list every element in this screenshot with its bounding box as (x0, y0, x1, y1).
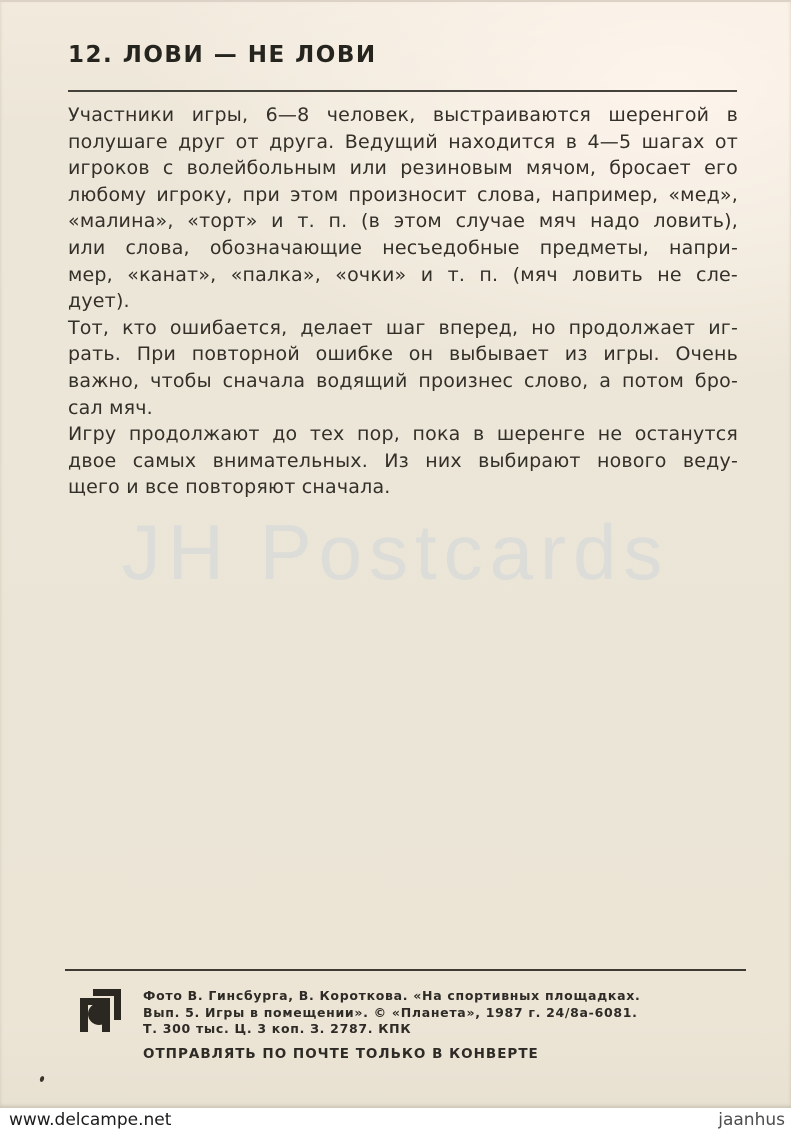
text-line: мер, «канат», «палка», «очки» и т. п. (мяч ловить не сле- (68, 263, 738, 286)
text-line: рать. При повторной ошибке он выбывает из игры. Очень (68, 343, 738, 366)
watermark-strip (0, 1108, 791, 1132)
page-title: 12. ЛОВИ — НЕ ЛОВИ (68, 42, 377, 68)
jh-postcards-watermark: JH Postcards (121, 508, 670, 596)
text-line: щего и все повторяют сначала. (68, 476, 391, 499)
text-line: полушаге друг от друга. Ведущий находится в 4—5 шагах от (68, 130, 738, 153)
jaanhus-watermark: jaanhus (718, 1110, 785, 1130)
delcampe-watermark: www.delcampe.net (9, 1110, 172, 1130)
planeta-publisher-logo-icon (77, 986, 124, 1033)
text-line: любому игроку, при этом произносит слова, например, «мед», (68, 183, 738, 206)
colophon-line: Фото В. Гинсбурга, В. Короткова. «На спортивных площадках. (143, 988, 641, 1003)
colophon-line: Т. 300 тыс. Ц. 3 коп. З. 2787. КПК (143, 1021, 412, 1036)
game-description-text (68, 102, 738, 501)
text-line: важно, чтобы сначала водящий произнес слово, а потом бро- (68, 369, 738, 392)
text-line: Участники игры, 6—8 человек, выстраиваются шеренгой в (68, 104, 738, 126)
imprint-divider (65, 969, 746, 971)
text-line: Игру продолжают до тех пор, пока в шеренге не останутся (68, 423, 738, 446)
text-line: или слова, обозначающие несъедобные предметы, напри- (68, 236, 738, 259)
mailing-notice: ОТПРАВЛЯТЬ ПО ПОЧТЕ ТОЛЬКО В КОНВЕРТЕ (143, 1046, 539, 1062)
title-divider (68, 90, 737, 92)
ink-speck (39, 1075, 45, 1082)
colophon-line: Вып. 5. Игры в помещении». © «Планета», 1987 г. 24/8а-6081. (143, 1004, 638, 1020)
text-line: сал мяч. (68, 396, 153, 419)
text-line: игроков с волейбольным или резиновым мячом, бросает его (68, 157, 738, 180)
text-line: двое самых внимательных. Из них выбирают нового веду- (68, 449, 738, 472)
text-line: Тот, кто ошибается, делает шаг вперед, но продолжает иг- (68, 316, 738, 339)
colophon (143, 988, 663, 1038)
text-line: «малина», «торт» и т. п. (в этом случае мяч надо ловить), (68, 210, 738, 233)
text-line: дует). (68, 290, 130, 313)
